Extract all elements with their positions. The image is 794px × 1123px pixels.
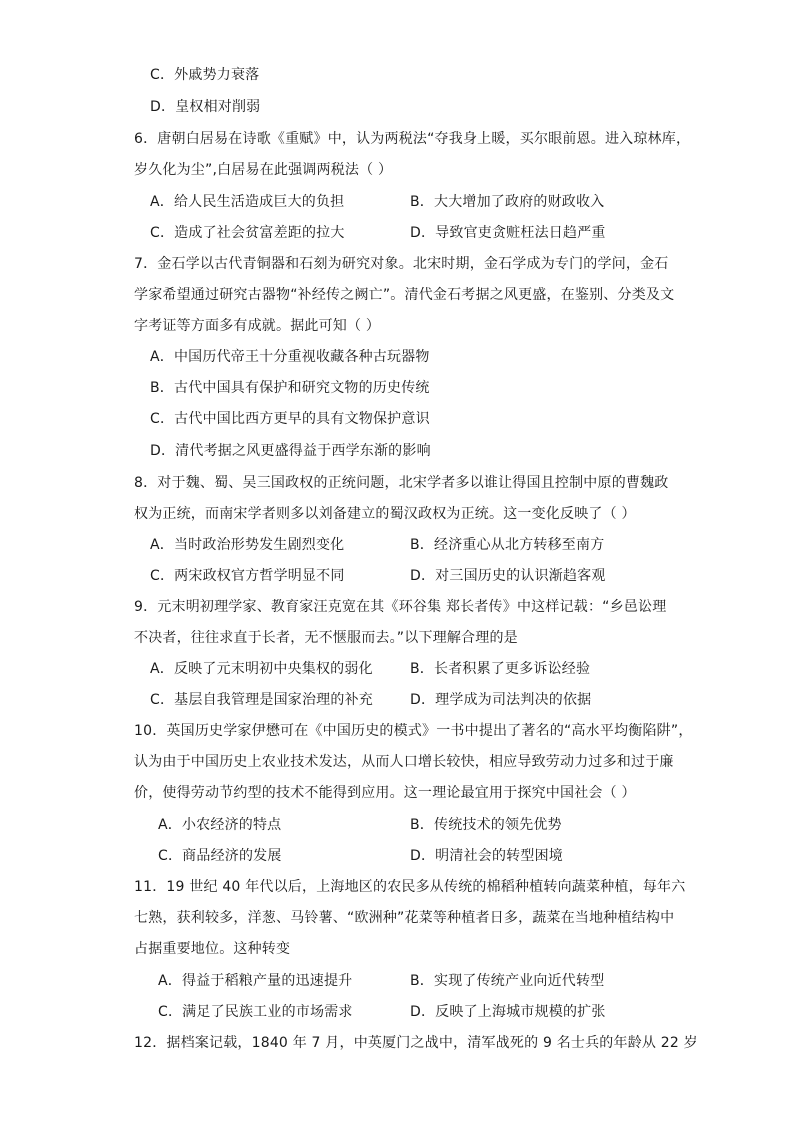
question-7-line-2: 学家希望通过研究古器物“补经传之阙亡”。清代金石考据之风更盛，在鉴别、分类及文	[134, 287, 675, 303]
question-11-line-2: 七熟，获利较多，洋葱、马铃薯、“欧洲种”花菜等种植者日多，蔬菜在当地种植结构中	[134, 910, 675, 926]
question-10-option-c: C．商品经济的发展	[158, 848, 282, 864]
question-11-option-d: D．反映了上海城市规模的扩张	[410, 1004, 606, 1020]
question-6-option-a: A．给人民生活造成巨大的负担	[150, 194, 345, 210]
question-9-option-b: B．长者积累了更多诉讼经验	[410, 661, 591, 677]
question-8-line-1: 8．对于魏、蜀、吴三国政权的正统问题，北宋学者多以谁让得国且控制中原的曹魏政	[134, 475, 669, 491]
question-9-option-a: A．反映了元末明初中央集权的弱化	[150, 661, 373, 677]
question-9-line-2: 不决者，往往求直于长者，无不惬服而去。”以下理解合理的是	[134, 630, 518, 646]
question-9-option-d: D．理学成为司法判决的依据	[410, 692, 592, 708]
question-8-option-a: A．当时政治形势发生剧烈变化	[150, 537, 345, 553]
question-6-line-2: 岁久化为尘”,白居易在此强调两税法（ ）	[134, 162, 393, 178]
option-d-prev: D．皇权相对削弱	[150, 99, 261, 115]
question-11-line-3: 占据重要地位。这种转变	[134, 941, 291, 957]
question-7-option-d: D．清代考据之风更盛得益于西学东渐的影响	[150, 443, 431, 459]
question-11-option-b: B．实现了传统产业向近代转型	[410, 973, 605, 989]
question-6-option-d: D．导致官吏贪赃枉法日趋严重	[410, 225, 606, 241]
question-7-option-a: A．中国历代帝王十分重视收藏各种古玩器物	[150, 349, 430, 365]
question-8-option-b: B．经济重心从北方转移至南方	[410, 537, 605, 553]
question-12-line-1: 12．据档案记载，1840 年 7 月，中英厦门之战中，清军战死的 9 名士兵的年龄从 22 岁	[134, 1035, 698, 1051]
question-8-option-c: C．两宋政权官方哲学明显不同	[150, 568, 345, 584]
question-11-option-a: A．得益于稻粮产量的迅速提升	[158, 973, 353, 989]
question-7-line-3: 字考证等方面多有成就。据此可知（ ）	[134, 318, 381, 334]
question-8-line-2: 权为正统，而南宋学者则多以刘备建立的蜀汉政权为正统。这一变化反映了（ ）	[134, 506, 636, 522]
question-6-option-b: B．大大增加了政府的财政收入	[410, 194, 605, 210]
question-10-option-a: A．小农经济的特点	[158, 817, 282, 833]
question-9-line-1: 9．元末明初理学家、教育家汪克宽在其《环谷集 郑长者传》中这样记载：“乡邑讼理	[134, 599, 667, 615]
question-7-option-c: C．古代中国比西方更早的具有文物保护意识	[150, 411, 430, 427]
question-11-option-c: C．满足了民族工业的市场需求	[158, 1004, 353, 1020]
question-10-option-d: D．明清社会的转型困境	[410, 848, 563, 864]
question-10-option-b: B．传统技术的领先优势	[410, 817, 562, 833]
question-8-option-d: D．对三国历史的认识渐趋客观	[410, 568, 606, 584]
question-6-option-c: C．造成了社会贫富差距的拉大	[150, 225, 345, 241]
question-9-option-c: C．基层自我管理是国家治理的补充	[150, 692, 373, 708]
question-10-line-2: 认为由于中国历史上农业技术发达，从而人口增长较快，相应导致劳动力过多和过于廉	[134, 754, 674, 770]
question-10-line-1: 10．英国历史学家伊懋可在《中国历史的模式》一书中提出了著名的“高水平均衡陷阱”，	[134, 723, 693, 739]
question-11-line-1: 11．19 世纪 40 年代以后，上海地区的农民多从传统的棉稻种植转向蔬菜种植，每年六	[134, 879, 686, 895]
question-10-line-3: 价，使得劳动节约型的技术不能得到应用。这一理论最宜用于探究中国社会（ ）	[134, 785, 636, 801]
question-6-line-1: 6．唐朝白居易在诗歌《重赋》中，认为两税法“夺我身上暖，买尔眼前恩。进入琼林库，	[134, 131, 691, 147]
option-c-prev: C．外戚势力衰落	[150, 67, 260, 83]
question-7-line-1: 7．金石学以古代青铜器和石刻为研究对象。北宋时期，金石学成为专门的学问，金石	[134, 256, 669, 272]
question-7-option-b: B．古代中国具有保护和研究文物的历史传统	[150, 380, 430, 396]
